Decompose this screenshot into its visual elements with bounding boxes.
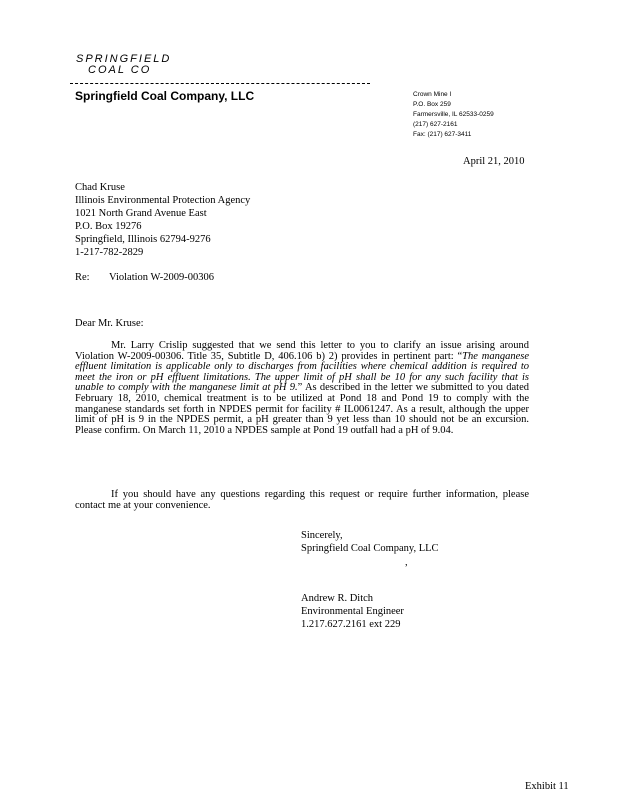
regulation-quote: The manganese effluent limitation is applicable only to discharges from facilities where chemical addition is required to meet the iron or pH effluent limitations. The upper limit of pH shall be 10 for any such facility that is unable to comply with the manganese limit at pH 9.	[75, 350, 529, 394]
body-paragraph-1	[75, 341, 529, 436]
letterhead-address-line: Fax: (217) 627-3411	[413, 131, 472, 138]
re-subject: Violation W-2009-00306	[109, 272, 215, 283]
exhibit-label: Exhibit 11	[525, 781, 569, 792]
signer-phone: 1.217.627.2161 ext 229	[301, 619, 401, 630]
recipient-street: 1021 North Grand Avenue East	[75, 208, 207, 219]
letter-date: April 21, 2010	[463, 156, 525, 167]
letterhead-address-line: Crown Mine I	[413, 91, 452, 98]
letterhead-address-line: P.O. Box 259	[413, 101, 451, 108]
signer-name: Andrew R. Ditch	[301, 593, 374, 604]
recipient-po-box: P.O. Box 19276	[75, 221, 142, 232]
recipient-phone: 1-217-782-2829	[75, 247, 144, 258]
recipient-name: Chad Kruse	[75, 182, 125, 193]
salutation: Dear Mr. Kruse:	[75, 318, 144, 329]
re-label: Re:	[75, 272, 90, 283]
body-paragraph-2	[75, 490, 529, 511]
letterhead-divider	[70, 83, 370, 84]
company-logo-line2: COAL CO	[88, 64, 152, 76]
company-logo-line1: SPRINGFIELD	[76, 53, 172, 65]
closing-sincerely: Sincerely,	[301, 530, 343, 541]
body-paragraph-2-text: If you should have any questions regarding this request or require further information, please contact me at your convenience.	[75, 489, 529, 511]
body-paragraph-1-rest: ” As described in the letter we submitted to you dated February 18, 2010, chemical treatment is to be utilized at Pond 18 and Pond 19 to comply with the manganese standards set forth in NPDES permit for facility # IL0061247. As a result, although the upper limit of pH is 9 in the NPDES permit, a pH greater than 9 yet less than 10 should not be an excursion. Please confirm. On March 11, 2010 a NPDES sample at Pond 19 outfall had a pH of 9.04.	[75, 382, 530, 436]
recipient-city: Springfield, Illinois 62794-9276	[75, 234, 211, 245]
letterhead-company-name: Springfield Coal Company, LLC	[75, 89, 255, 103]
closing-company: Springfield Coal Company, LLC	[301, 543, 439, 554]
body-paragraph-1-intro: Mr. Larry Crislip suggested that we send this letter to you to clarify an issue arising around Violation W-2009-00306. Title 35, Subtitle D, 406.106 b) 2) provides in pertinent part: “	[75, 340, 529, 362]
letterhead-address-line: Farmersville, IL 62533-0259	[413, 111, 494, 118]
letterhead-address-line: (217) 627-2161	[413, 121, 458, 128]
signer-title: Environmental Engineer	[301, 606, 404, 617]
signature-mark: ,	[405, 557, 408, 568]
recipient-agency: Illinois Environmental Protection Agency	[75, 195, 251, 206]
